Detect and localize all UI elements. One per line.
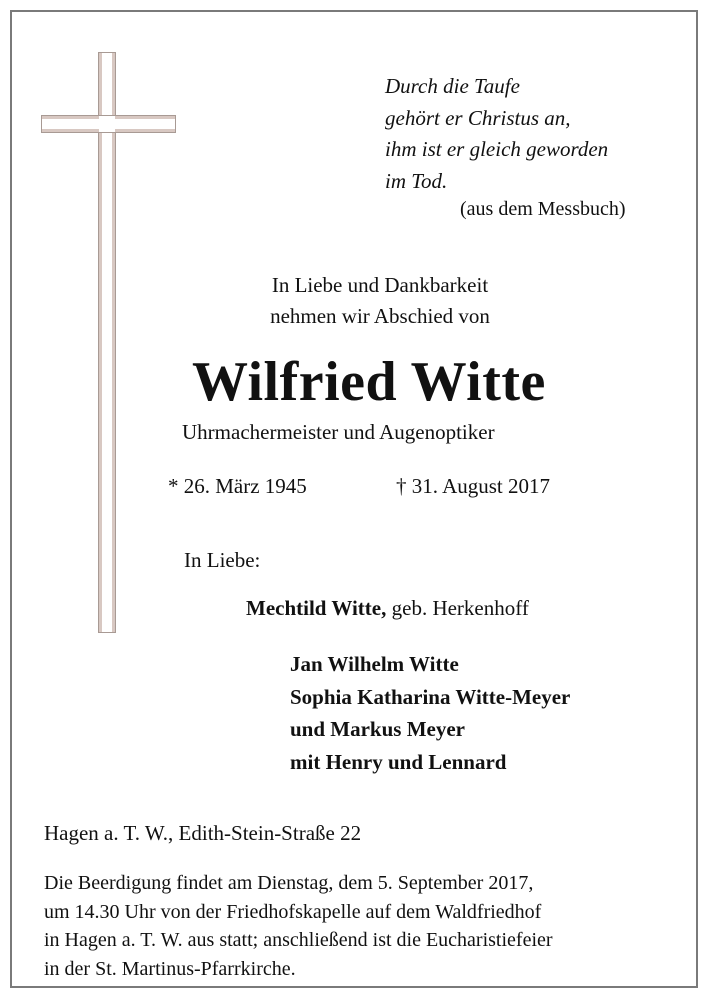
widow-line bbox=[246, 596, 529, 621]
quote-line: ihm ist er gleich geworden bbox=[385, 137, 609, 161]
quote-line: Durch die Taufe bbox=[385, 74, 520, 98]
intro-line-1: In Liebe und Dankbarkeit bbox=[271, 273, 489, 297]
family-list bbox=[290, 648, 570, 778]
intro-line-2: nehmen wir Abschied von bbox=[270, 304, 490, 328]
intro-text bbox=[240, 270, 520, 332]
quote-line: gehört er Christus an, bbox=[385, 105, 571, 130]
mourners-heading: In Liebe: bbox=[184, 548, 261, 572]
bible-quote bbox=[385, 71, 608, 197]
family-member: Sophia Katharina Witte-Meyer bbox=[290, 684, 571, 709]
family-member: und Markus Meyer bbox=[290, 717, 465, 741]
address: Hagen a. T. W., Edith-Stein-Straße 22 bbox=[44, 821, 362, 845]
funeral-line: um 14.30 Uhr von der Friedhofskapelle auf dem Waldfriedhof bbox=[44, 900, 542, 923]
family-member: mit Henry und Lennard bbox=[290, 749, 507, 774]
quote-source: (aus dem Messbuch) bbox=[460, 198, 626, 220]
deceased-name: Wilfried Witte bbox=[192, 351, 546, 413]
funeral-info bbox=[44, 869, 553, 983]
widow-name: Mechtild Witte, bbox=[246, 596, 387, 620]
deceased-profession: Uhrmachermeister und Augenoptiker bbox=[182, 420, 495, 444]
funeral-line: in Hagen a. T. W. aus statt; anschließend ist die Eucharistiefeier bbox=[44, 929, 553, 951]
death-date: † 31. August 2017 bbox=[396, 474, 551, 498]
birth-date: * 26. März 1945 bbox=[168, 474, 307, 498]
cross-icon-center bbox=[99, 116, 115, 132]
funeral-line: Die Beerdigung findet am Dienstag, dem 5. September 2017, bbox=[44, 872, 534, 894]
cross-icon bbox=[98, 52, 116, 633]
family-member: Jan Wilhelm Witte bbox=[290, 652, 459, 676]
quote-line: im Tod. bbox=[385, 168, 448, 193]
funeral-line: in der St. Martinus-Pfarrkirche. bbox=[44, 957, 296, 980]
widow-maiden-name: geb. Herkenhoff bbox=[386, 596, 529, 620]
